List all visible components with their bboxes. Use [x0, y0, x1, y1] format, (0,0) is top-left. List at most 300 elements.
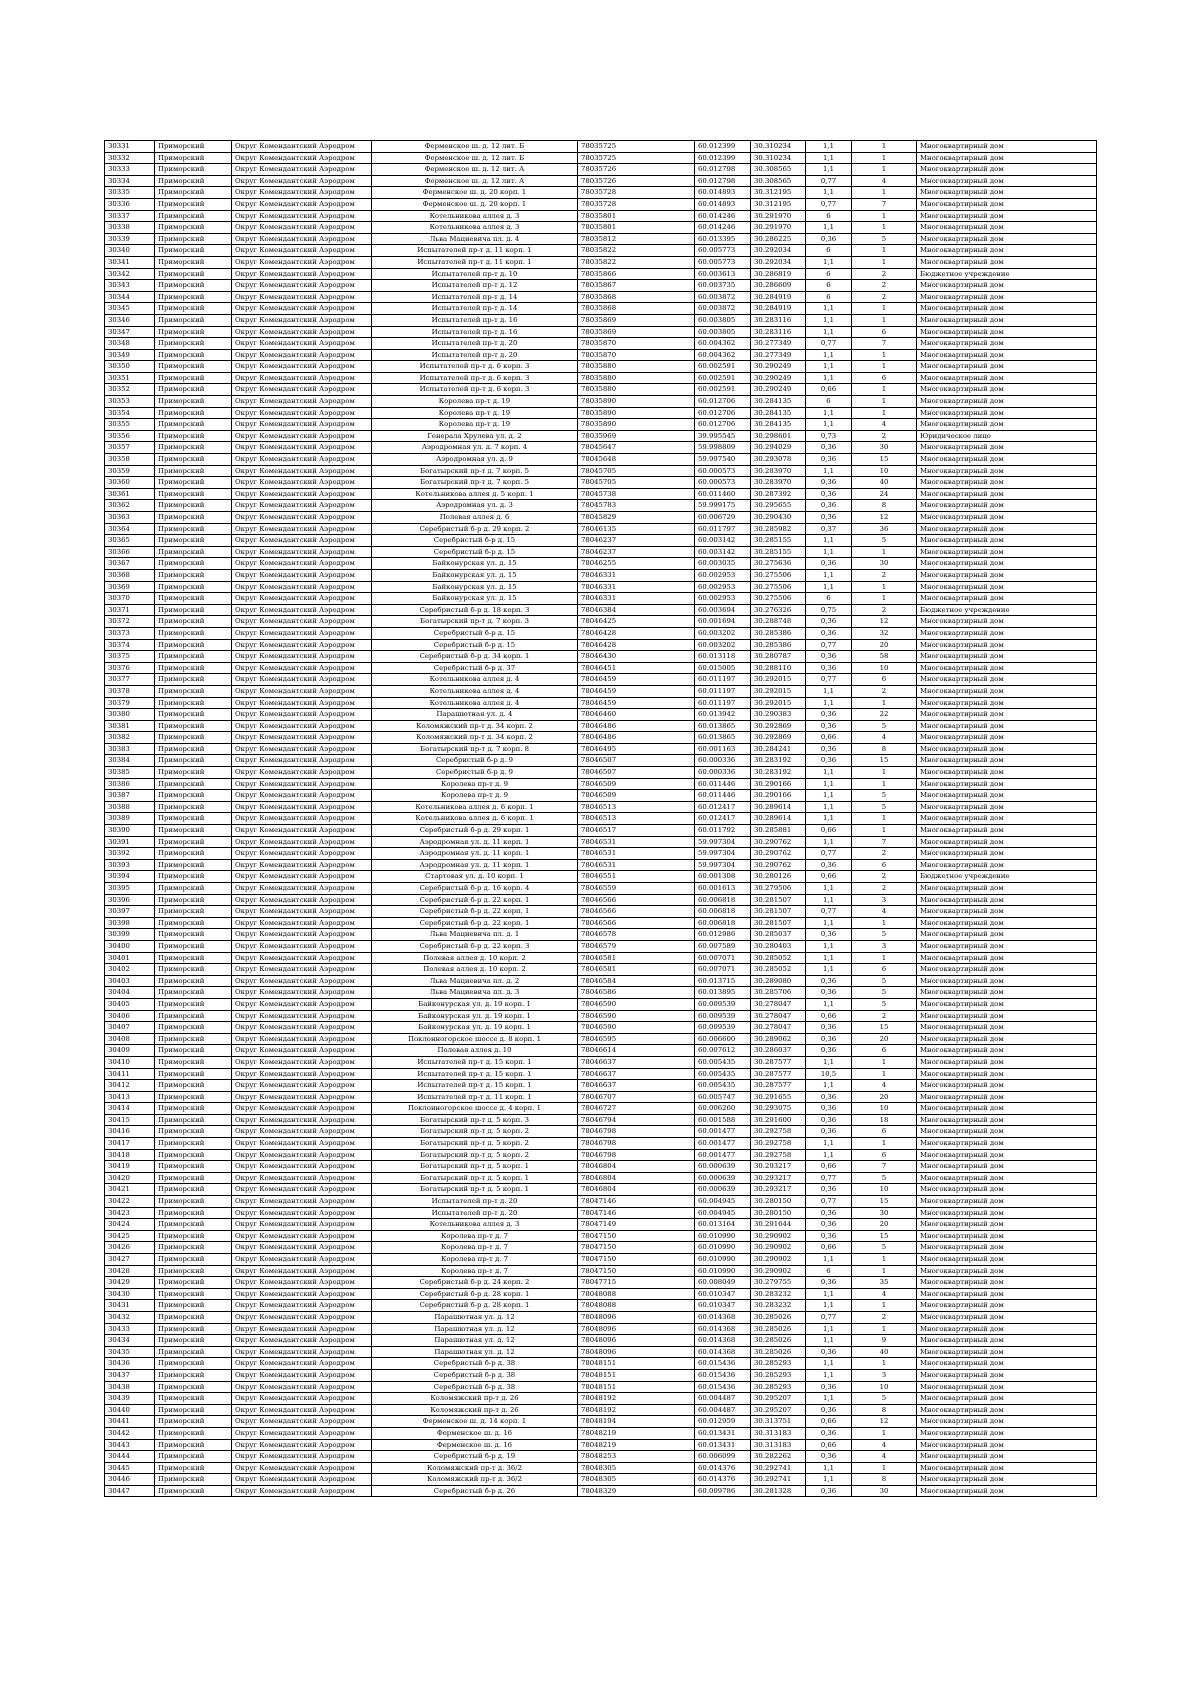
building-code-cell: 78046517: [578, 825, 695, 837]
district-cell: Приморский: [155, 743, 232, 755]
row-id-cell: 30378: [105, 685, 155, 697]
table-row: [105, 581, 1097, 593]
object-type-cell: Многоквартирный дом: [917, 314, 1097, 326]
district-cell: Приморский: [155, 1381, 232, 1393]
object-type-cell: Многоквартирный дом: [917, 477, 1097, 489]
row-id-cell: 30444: [105, 1451, 155, 1463]
latitude-cell: 60.001163: [695, 743, 751, 755]
row-id-cell: 30337: [105, 210, 155, 222]
longitude-cell: 30.275506: [751, 581, 806, 593]
object-type-cell: Многоквартирный дом: [917, 674, 1097, 686]
district-cell: Приморский: [155, 1474, 232, 1486]
object-type-cell: Многоквартирный дом: [917, 1103, 1097, 1115]
object-type-cell: Многоквартирный дом: [917, 1462, 1097, 1474]
row-id-cell: 30382: [105, 732, 155, 744]
address-cell: Парашютная ул. д. 12: [372, 1335, 578, 1347]
district-cell: Приморский: [155, 987, 232, 999]
quantity-cell: 5: [852, 720, 917, 732]
building-code-cell: 78046614: [578, 1045, 695, 1057]
longitude-cell: 30.277349: [751, 338, 806, 350]
row-id-cell: 30429: [105, 1277, 155, 1289]
row-id-cell: 30354: [105, 407, 155, 419]
object-type-cell: Многоквартирный дом: [917, 755, 1097, 767]
municipal-district-cell: Округ Комендантский Аэродром: [232, 1207, 372, 1219]
row-id-cell: 30392: [105, 848, 155, 860]
district-cell: Приморский: [155, 222, 232, 234]
rate-cell: 1,1: [806, 581, 852, 593]
rate-cell: 0,36: [806, 1022, 852, 1034]
district-cell: Приморский: [155, 256, 232, 268]
building-code-cell: 78046566: [578, 917, 695, 929]
building-code-cell: 78047146: [578, 1196, 695, 1208]
latitude-cell: 60.013164: [695, 1219, 751, 1231]
longitude-cell: 30.280403: [751, 940, 806, 952]
table-row: [105, 743, 1097, 755]
municipal-district-cell: Округ Комендантский Аэродром: [232, 848, 372, 860]
quantity-cell: 15: [852, 454, 917, 466]
rate-cell: 0,36: [806, 1427, 852, 1439]
quantity-cell: 4: [852, 1439, 917, 1451]
object-type-cell: Многоквартирный дом: [917, 1427, 1097, 1439]
row-id-cell: 30394: [105, 871, 155, 883]
address-cell: Серебристый б-р д. 18 корп. 3: [372, 604, 578, 616]
latitude-cell: 60.005747: [695, 1091, 751, 1103]
rate-cell: 1,1: [806, 697, 852, 709]
municipal-district-cell: Округ Комендантский Аэродром: [232, 1114, 372, 1126]
district-cell: Приморский: [155, 1242, 232, 1254]
address-cell: Ферменское ш. д. 14 корп. 1: [372, 1416, 578, 1428]
latitude-cell: 60.012959: [695, 1416, 751, 1428]
municipal-district-cell: Округ Комендантский Аэродром: [232, 187, 372, 199]
object-type-cell: Многоквартирный дом: [917, 581, 1097, 593]
object-type-cell: Многоквартирный дом: [917, 1068, 1097, 1080]
quantity-cell: 1: [852, 222, 917, 234]
object-type-cell: Многоквартирный дом: [917, 465, 1097, 477]
row-id-cell: 30349: [105, 349, 155, 361]
object-type-cell: Многоквартирный дом: [917, 1369, 1097, 1381]
object-type-cell: Многоквартирный дом: [917, 709, 1097, 721]
object-type-cell: Многоквартирный дом: [917, 859, 1097, 871]
object-type-cell: Многоквартирный дом: [917, 1416, 1097, 1428]
latitude-cell: 60.002953: [695, 593, 751, 605]
row-id-cell: 30360: [105, 477, 155, 489]
table-row: [105, 384, 1097, 396]
address-cell: Серебристый б-р д. 28 корп. 1: [372, 1300, 578, 1312]
row-id-cell: 30437: [105, 1369, 155, 1381]
latitude-cell: 60.014368: [695, 1311, 751, 1323]
address-cell: Котельникова аллея д. 4: [372, 697, 578, 709]
district-cell: Приморский: [155, 1358, 232, 1370]
address-cell: Богатырский пр-т д. 5 корп. 1: [372, 1172, 578, 1184]
row-id-cell: 30431: [105, 1300, 155, 1312]
municipal-district-cell: Округ Комендантский Аэродром: [232, 477, 372, 489]
table-row: [105, 883, 1097, 895]
quantity-cell: 2: [852, 883, 917, 895]
rate-cell: 0,36: [806, 1277, 852, 1289]
address-cell: Котельникова аллея д. 4: [372, 674, 578, 686]
municipal-district-cell: Округ Комендантский Аэродром: [232, 1462, 372, 1474]
building-code-cell: 78046531: [578, 836, 695, 848]
rate-cell: 1,1: [806, 326, 852, 338]
address-cell: Полевая аллея д. 10 корп. 2: [372, 952, 578, 964]
object-type-cell: Многоквартирный дом: [917, 593, 1097, 605]
rate-cell: 0,66: [806, 384, 852, 396]
address-cell: Испытателей пр-т д. 15 корп. 1: [372, 1056, 578, 1068]
quantity-cell: 1: [852, 1323, 917, 1335]
building-code-cell: 78046595: [578, 1033, 695, 1045]
rate-cell: 1,1: [806, 1138, 852, 1150]
object-type-cell: Многоквартирный дом: [917, 825, 1097, 837]
address-cell: Коломяжский пр-т д. 34 корп. 2: [372, 720, 578, 732]
rate-cell: 1,1: [806, 1080, 852, 1092]
municipal-district-cell: Округ Комендантский Аэродром: [232, 1439, 372, 1451]
table-row: [105, 1242, 1097, 1254]
longitude-cell: 30.312195: [751, 198, 806, 210]
address-cell: Серебристый б-р д. 22 корп. 3: [372, 940, 578, 952]
address-cell: Ферменское ш. д. 12 лит. А: [372, 175, 578, 187]
rate-cell: 1,1: [806, 778, 852, 790]
district-cell: Приморский: [155, 767, 232, 779]
longitude-cell: 30.281328: [751, 1485, 806, 1497]
address-cell: Парашютная ул. д. 12: [372, 1346, 578, 1358]
address-cell: Испытателей пр-т д. 6 корп. 3: [372, 361, 578, 373]
district-cell: Приморский: [155, 778, 232, 790]
row-id-cell: 30416: [105, 1126, 155, 1138]
row-id-cell: 30395: [105, 883, 155, 895]
latitude-cell: 60.013431: [695, 1427, 751, 1439]
district-cell: Приморский: [155, 975, 232, 987]
address-cell: Поклонногорское шоссе д. 4 корп. 1: [372, 1103, 578, 1115]
address-cell: Аэродромная ул. д. 11 корп. 1: [372, 859, 578, 871]
district-cell: Приморский: [155, 732, 232, 744]
district-cell: Приморский: [155, 1265, 232, 1277]
table-row: [105, 1288, 1097, 1300]
table-row: [105, 825, 1097, 837]
district-cell: Приморский: [155, 361, 232, 373]
municipal-district-cell: Округ Комендантский Аэродром: [232, 581, 372, 593]
district-cell: Приморский: [155, 697, 232, 709]
district-cell: Приморский: [155, 407, 232, 419]
latitude-cell: 59.997540: [695, 454, 751, 466]
table-row: [105, 940, 1097, 952]
latitude-cell: 60.006729: [695, 512, 751, 524]
rate-cell: 1,1: [806, 964, 852, 976]
object-type-cell: Многоквартирный дом: [917, 778, 1097, 790]
municipal-district-cell: Округ Комендантский Аэродром: [232, 164, 372, 176]
rate-cell: 0,66: [806, 732, 852, 744]
latitude-cell: 60.014368: [695, 1335, 751, 1347]
table-row: [105, 1474, 1097, 1486]
table-row: [105, 1485, 1097, 1497]
longitude-cell: 30.280150: [751, 1196, 806, 1208]
table-row: [105, 1451, 1097, 1463]
table-row: [105, 848, 1097, 860]
municipal-district-cell: Округ Комендантский Аэродром: [232, 535, 372, 547]
building-code-cell: 78046566: [578, 906, 695, 918]
municipal-district-cell: Округ Комендантский Аэродром: [232, 871, 372, 883]
table-row: [105, 790, 1097, 802]
address-cell: Серебристый б-р д. 15: [372, 627, 578, 639]
longitude-cell: 30.277349: [751, 349, 806, 361]
object-type-cell: Многоквартирный дом: [917, 1288, 1097, 1300]
object-type-cell: Многоквартирный дом: [917, 500, 1097, 512]
table-row: [105, 1207, 1097, 1219]
district-cell: Приморский: [155, 871, 232, 883]
rate-cell: 1,1: [806, 883, 852, 895]
table-row: [105, 836, 1097, 848]
quantity-cell: 2: [852, 848, 917, 860]
row-id-cell: 30404: [105, 987, 155, 999]
address-cell: Котельникова аллея д. 3: [372, 1219, 578, 1231]
object-type-cell: Бюджетное учреждение: [917, 268, 1097, 280]
longitude-cell: 30.292869: [751, 732, 806, 744]
table-row: [105, 1311, 1097, 1323]
object-type-cell: Многоквартирный дом: [917, 407, 1097, 419]
municipal-district-cell: Округ Комендантский Аэродром: [232, 674, 372, 686]
building-code-cell: 78046237: [578, 546, 695, 558]
address-cell: Серебристый б-р д. 9: [372, 755, 578, 767]
district-cell: Приморский: [155, 1126, 232, 1138]
district-cell: Приморский: [155, 1427, 232, 1439]
address-cell: Испытателей пр-т д. 16: [372, 314, 578, 326]
table-row: [105, 964, 1097, 976]
quantity-cell: 10: [852, 1103, 917, 1115]
municipal-district-cell: Округ Комендантский Аэродром: [232, 175, 372, 187]
table-row: [105, 767, 1097, 779]
object-type-cell: Многоквартирный дом: [917, 1010, 1097, 1022]
quantity-cell: 2: [852, 604, 917, 616]
district-cell: Приморский: [155, 210, 232, 222]
row-id-cell: 30341: [105, 256, 155, 268]
quantity-cell: 4: [852, 1080, 917, 1092]
longitude-cell: 30.292741: [751, 1462, 806, 1474]
object-type-cell: Многоквартирный дом: [917, 929, 1097, 941]
address-cell: Королева пр-т д. 7: [372, 1254, 578, 1266]
building-code-cell: 78048151: [578, 1381, 695, 1393]
rate-cell: 0,36: [806, 1451, 852, 1463]
row-id-cell: 30384: [105, 755, 155, 767]
rate-cell: 1,1: [806, 1474, 852, 1486]
address-cell: Серебристый б-р д. 9: [372, 767, 578, 779]
quantity-cell: 9: [852, 1335, 917, 1347]
latitude-cell: 60.008049: [695, 1277, 751, 1289]
latitude-cell: 60.007071: [695, 964, 751, 976]
quantity-cell: 5: [852, 998, 917, 1010]
building-code-cell: 78046584: [578, 975, 695, 987]
address-cell: Котельникова аллея д. 6 корп. 1: [372, 813, 578, 825]
district-cell: Приморский: [155, 1369, 232, 1381]
quantity-cell: 1: [852, 164, 917, 176]
row-id-cell: 30447: [105, 1485, 155, 1497]
quantity-cell: 1: [852, 778, 917, 790]
district-cell: Приморский: [155, 848, 232, 860]
municipal-district-cell: Округ Комендантский Аэродром: [232, 372, 372, 384]
address-cell: Испытателей пр-т д. 15 корп. 1: [372, 1068, 578, 1080]
municipal-district-cell: Округ Комендантский Аэродром: [232, 964, 372, 976]
longitude-cell: 30.282262: [751, 1451, 806, 1463]
municipal-district-cell: Округ Комендантский Аэродром: [232, 1045, 372, 1057]
longitude-cell: 30.293217: [751, 1172, 806, 1184]
longitude-cell: 30.292741: [751, 1474, 806, 1486]
district-cell: Приморский: [155, 1416, 232, 1428]
row-id-cell: 30415: [105, 1114, 155, 1126]
latitude-cell: 60.010347: [695, 1288, 751, 1300]
district-cell: Приморский: [155, 349, 232, 361]
building-code-cell: 78035868: [578, 291, 695, 303]
district-cell: Приморский: [155, 1196, 232, 1208]
object-type-cell: Многоквартирный дом: [917, 627, 1097, 639]
table-row: [105, 1346, 1097, 1358]
building-code-cell: 78046451: [578, 662, 695, 674]
district-cell: Приморский: [155, 442, 232, 454]
quantity-cell: 5: [852, 1242, 917, 1254]
municipal-district-cell: Округ Комендантский Аэродром: [232, 523, 372, 535]
quantity-cell: 2: [852, 1311, 917, 1323]
longitude-cell: 30.290383: [751, 709, 806, 721]
longitude-cell: 30.285155: [751, 546, 806, 558]
building-code-cell: 78046794: [578, 1114, 695, 1126]
object-type-cell: Многоквартирный дом: [917, 743, 1097, 755]
latitude-cell: 60.004487: [695, 1393, 751, 1405]
municipal-district-cell: Округ Комендантский Аэродром: [232, 1474, 372, 1486]
municipal-district-cell: Округ Комендантский Аэродром: [232, 790, 372, 802]
object-type-cell: Многоквартирный дом: [917, 1138, 1097, 1150]
object-type-cell: Многоквартирный дом: [917, 952, 1097, 964]
latitude-cell: 60.011197: [695, 674, 751, 686]
building-code-cell: 78046637: [578, 1056, 695, 1068]
quantity-cell: 1: [852, 593, 917, 605]
building-code-cell: 78035801: [578, 210, 695, 222]
building-code-cell: 78046727: [578, 1103, 695, 1115]
rate-cell: 6: [806, 396, 852, 408]
rate-cell: 0,36: [806, 1346, 852, 1358]
latitude-cell: 60.013942: [695, 709, 751, 721]
district-cell: Приморский: [155, 1207, 232, 1219]
object-type-cell: Многоквартирный дом: [917, 1219, 1097, 1231]
rate-cell: 1,1: [806, 535, 852, 547]
quantity-cell: 40: [852, 477, 917, 489]
table-row: [105, 720, 1097, 732]
rate-cell: 0,36: [806, 1126, 852, 1138]
quantity-cell: 1: [852, 361, 917, 373]
rate-cell: 1,1: [806, 303, 852, 315]
object-type-cell: Многоквартирный дом: [917, 1254, 1097, 1266]
building-code-cell: 78046513: [578, 801, 695, 813]
object-type-cell: Многоквартирный дом: [917, 1451, 1097, 1463]
district-cell: Приморский: [155, 859, 232, 871]
rate-cell: 0,66: [806, 1010, 852, 1022]
table-row: [105, 1103, 1097, 1115]
district-cell: Приморский: [155, 569, 232, 581]
object-type-cell: Многоквартирный дом: [917, 141, 1097, 153]
rate-cell: 0,36: [806, 1114, 852, 1126]
building-code-cell: 78048219: [578, 1439, 695, 1451]
longitude-cell: 30.290902: [751, 1254, 806, 1266]
quantity-cell: 1: [852, 396, 917, 408]
building-code-cell: 78046559: [578, 883, 695, 895]
table-row: [105, 894, 1097, 906]
quantity-cell: 4: [852, 906, 917, 918]
longitude-cell: 30.290902: [751, 1242, 806, 1254]
latitude-cell: 60.002953: [695, 569, 751, 581]
quantity-cell: 10: [852, 465, 917, 477]
municipal-district-cell: Округ Комендантский Аэродром: [232, 198, 372, 210]
address-cell: Парашютная ул. д. 12: [372, 1323, 578, 1335]
table-row: [105, 1393, 1097, 1405]
municipal-district-cell: Округ Комендантский Аэродром: [232, 639, 372, 651]
latitude-cell: 60.012706: [695, 419, 751, 431]
row-id-cell: 30351: [105, 372, 155, 384]
rate-cell: 0,36: [806, 454, 852, 466]
address-cell: Королева пр-т д. 19: [372, 396, 578, 408]
table-row: [105, 1056, 1097, 1068]
district-cell: Приморский: [155, 384, 232, 396]
row-id-cell: 30387: [105, 790, 155, 802]
building-code-cell: 78048088: [578, 1300, 695, 1312]
object-type-cell: Многоквартирный дом: [917, 964, 1097, 976]
table-row: [105, 778, 1097, 790]
rate-cell: 6: [806, 245, 852, 257]
building-code-cell: 78035866: [578, 268, 695, 280]
latitude-cell: 60.005773: [695, 256, 751, 268]
row-id-cell: 30352: [105, 384, 155, 396]
latitude-cell: 60.003805: [695, 326, 751, 338]
rate-cell: 1,1: [806, 1393, 852, 1405]
municipal-district-cell: Округ Комендантский Аэродром: [232, 662, 372, 674]
quantity-cell: 15: [852, 1196, 917, 1208]
object-type-cell: Многоквартирный дом: [917, 801, 1097, 813]
municipal-district-cell: Округ Комендантский Аэродром: [232, 291, 372, 303]
rate-cell: 0,36: [806, 1045, 852, 1057]
table-row: [105, 535, 1097, 547]
rate-cell: 1,1: [806, 222, 852, 234]
district-cell: Приморский: [155, 627, 232, 639]
latitude-cell: 60.013865: [695, 732, 751, 744]
longitude-cell: 30.291655: [751, 1091, 806, 1103]
municipal-district-cell: Округ Комендантский Аэродром: [232, 1219, 372, 1231]
district-cell: Приморский: [155, 558, 232, 570]
municipal-district-cell: Округ Комендантский Аэродром: [232, 152, 372, 164]
longitude-cell: 30.292758: [751, 1138, 806, 1150]
latitude-cell: 60.010347: [695, 1300, 751, 1312]
rate-cell: 1,1: [806, 419, 852, 431]
building-code-cell: 78046798: [578, 1149, 695, 1161]
address-cell: Королева пр-т д. 9: [372, 790, 578, 802]
municipal-district-cell: Округ Комендантский Аэродром: [232, 210, 372, 222]
district-cell: Приморский: [155, 198, 232, 210]
municipal-district-cell: Округ Комендантский Аэродром: [232, 1404, 372, 1416]
district-cell: Приморский: [155, 685, 232, 697]
building-code-cell: 78048305: [578, 1462, 695, 1474]
longitude-cell: 30.285881: [751, 825, 806, 837]
address-cell: Ферменское ш. д. 20 корп. 1: [372, 187, 578, 199]
latitude-cell: 60.007612: [695, 1045, 751, 1057]
row-id-cell: 30407: [105, 1022, 155, 1034]
object-type-cell: Многоквартирный дом: [917, 767, 1097, 779]
object-type-cell: Многоквартирный дом: [917, 488, 1097, 500]
municipal-district-cell: Округ Комендантский Аэродром: [232, 1416, 372, 1428]
rate-cell: 1,1: [806, 1149, 852, 1161]
longitude-cell: 30.292869: [751, 720, 806, 732]
latitude-cell: 60.001694: [695, 616, 751, 628]
municipal-district-cell: Округ Комендантский Аэродром: [232, 825, 372, 837]
row-id-cell: 30383: [105, 743, 155, 755]
quantity-cell: 2: [852, 268, 917, 280]
row-id-cell: 30339: [105, 233, 155, 245]
longitude-cell: 30.288748: [751, 616, 806, 628]
object-type-cell: Многоквартирный дом: [917, 1056, 1097, 1068]
latitude-cell: 60.004945: [695, 1207, 751, 1219]
